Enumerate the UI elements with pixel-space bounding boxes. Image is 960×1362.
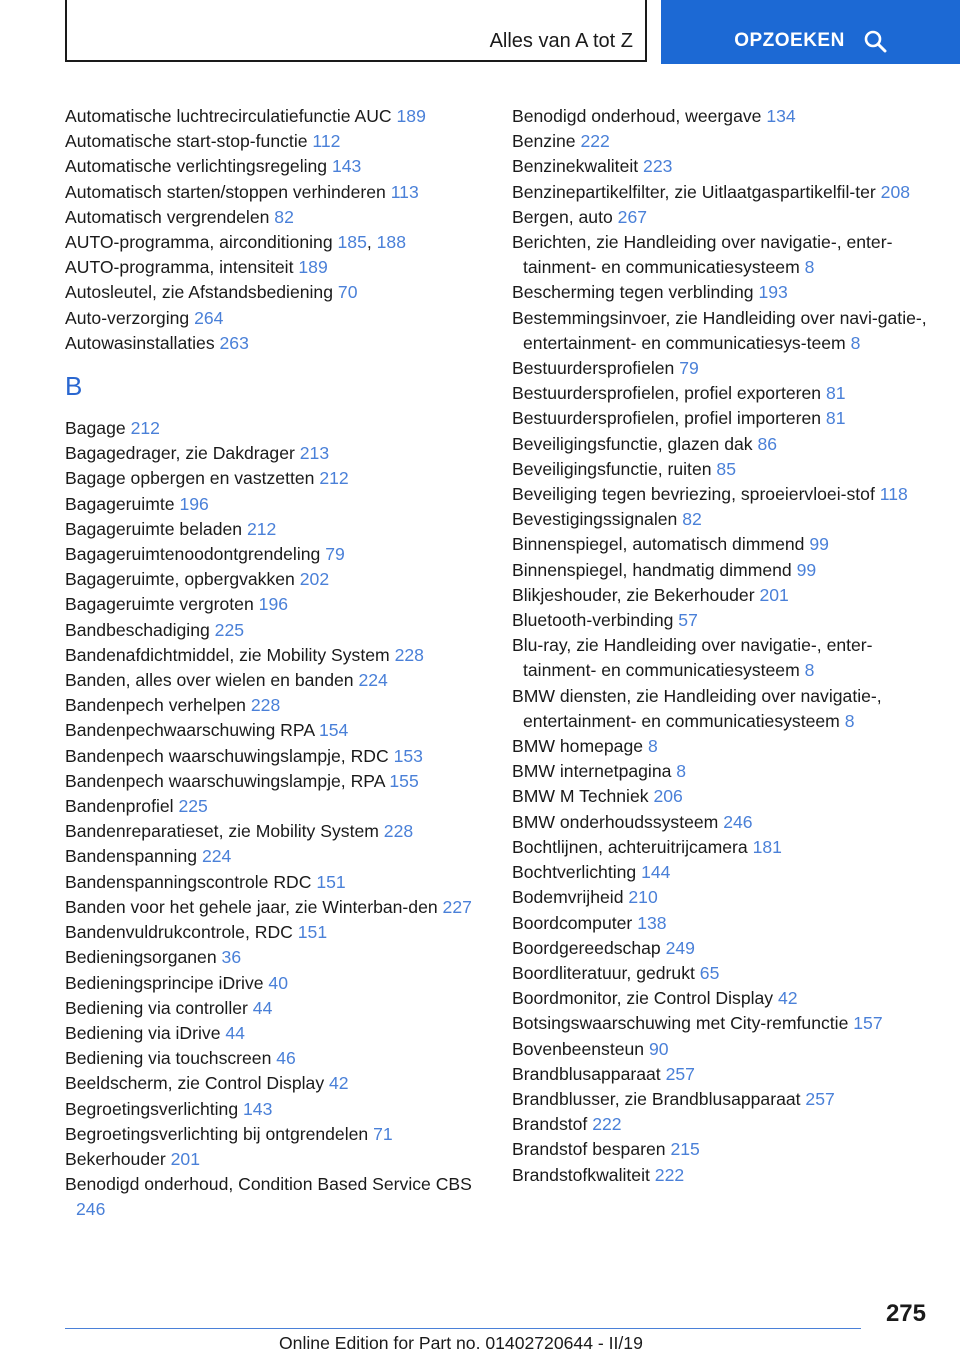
index-entry-term: Benodigd onderhoud, Condition Based Service CBS [65, 1174, 472, 1195]
index-entry [65, 205, 495, 230]
index-entry-term: Brandstof besparen [512, 1139, 666, 1160]
index-page-link[interactable]: 257 [665, 1063, 695, 1084]
index-page-link[interactable]: 201 [170, 1148, 200, 1169]
index-entry-term: Bagage opbergen en vastzetten [65, 468, 315, 489]
index-entry-term: Bagage [65, 418, 126, 439]
index-entry [65, 693, 495, 718]
index-page-link[interactable]: 143 [243, 1098, 273, 1119]
index-entry-term: Bochtverlichting [512, 862, 637, 883]
index-entry [512, 381, 942, 406]
index-page-link[interactable]: 99 [796, 559, 817, 580]
index-entry-term: Binnenspiegel, automatisch dimmend [512, 534, 805, 555]
index-page-link[interactable]: 201 [759, 584, 789, 605]
index-entry-term: Automatisch starten/stoppen verhinderen [65, 181, 386, 202]
index-entry-term: Beveiligingsfunctie, glazen dak [512, 433, 753, 454]
footer-edition-text: Online Edition for Part no. 01402720644 - II/19 [279, 1333, 643, 1353]
index-page-link[interactable]: 134 [766, 106, 796, 126]
index-entry [65, 306, 495, 331]
index-page-link[interactable]: 222 [580, 131, 610, 152]
index-entry-term: Benodigd onderhoud, weergave [512, 106, 762, 126]
index-entry-term: Bediening via touchscreen [65, 1048, 272, 1069]
index-entry [65, 844, 495, 869]
index-entry [512, 306, 942, 356]
index-entry [65, 1122, 495, 1147]
index-page-link[interactable]: 40 [268, 972, 288, 993]
index-entry-term: Bestemmingsinvoer, zie Handleiding over navi-gatie-, entertainment- en communicatiesys-teem [512, 307, 927, 353]
index-entry-term: Blu-ray, zie Handleiding over navigatie-, enter-tainment- en communicatiesysteem [512, 635, 873, 681]
index-page-link[interactable]: 155 [389, 770, 419, 791]
index-page-link[interactable]: 113 [390, 181, 419, 202]
index-entry [512, 784, 942, 809]
index-entry [512, 835, 942, 860]
index-entry-term: Boordmonitor, zie Control Display [512, 988, 774, 1009]
index-entry [65, 794, 495, 819]
index-page-link[interactable]: 85 [716, 458, 736, 479]
index-letter-heading: B [65, 371, 83, 402]
index-entry-term: Autosleutel, zie Afstandsbediening [65, 282, 334, 303]
page-number: 275 [885, 1300, 926, 1327]
index-entry [65, 280, 495, 305]
index-entry-term: Bandenafdichtmiddel, zie Mobility System [65, 644, 390, 665]
index-entry [512, 507, 942, 532]
index-page-link[interactable]: 213 [299, 443, 330, 464]
index-entry [512, 583, 942, 608]
index-entry-term: Bediening via controller [65, 997, 248, 1018]
index-entry-term: Bochtlijnen, achteruitrijcamera [512, 836, 748, 857]
index-entry [65, 744, 495, 769]
index-entry-term: BMW onderhoudssysteem [512, 811, 719, 832]
index-entry [512, 810, 942, 835]
index-entry [65, 592, 495, 617]
index-page-link[interactable]: 228 [394, 644, 424, 665]
index-entry-term: Bevestigingssignalen [512, 509, 678, 530]
section-title: Alles van A tot Z [489, 30, 633, 52]
index-entry [65, 819, 495, 844]
index-entry [512, 280, 942, 305]
index-entry-term: Boordliteratuur, gedrukt [512, 962, 695, 983]
index-entry-term: BMW homepage [512, 736, 644, 757]
index-page-link[interactable]: 81 [825, 408, 846, 429]
index-entry-term: Brandblusser, zie Brandblusapparaat [512, 1088, 801, 1109]
index-entry-term: Botsingswaarschuwing met City-remfunctie [512, 1013, 849, 1034]
index-entry: AUTO-programma, airconditioning 185, 188 [65, 232, 406, 253]
index-entry [65, 920, 495, 945]
index-entry-term: BMW internetpagina [512, 761, 672, 782]
index-entry-term: Bandenpech verhelpen [65, 695, 246, 716]
index-page-link[interactable]: 202 [299, 569, 330, 590]
index-page-link[interactable]: 224 [358, 670, 388, 691]
index-entry-term: Automatische verlichtingsregeling [65, 156, 328, 177]
index-page-link[interactable]: 71 [373, 1123, 393, 1144]
index-entry-term: Auto-verzorging [65, 307, 190, 328]
index-entry-term: Blikjeshouder, zie Bekerhouder [512, 584, 755, 605]
index-page-link[interactable]: 143 [331, 156, 362, 177]
index-page-link[interactable]: 228 [383, 821, 414, 842]
index-entry [65, 1046, 495, 1071]
index-page-link[interactable]: 44 [225, 1022, 245, 1043]
index-entry-term: Bagageruimte beladen [65, 518, 243, 539]
index-entry [65, 945, 495, 970]
index-entry-term: Beveiligingsfunctie, ruiten [512, 458, 712, 479]
index-entry-term: Bestuurdersprofielen, profiel exporteren [512, 383, 822, 404]
index-entry-term: Bluetooth-verbinding [512, 610, 674, 631]
index-entry [65, 154, 495, 179]
index-entry-term: Binnenspiegel, handmatig dimmend [512, 559, 792, 580]
index-entry-term: Boordgereedschap [512, 937, 661, 958]
index-page-link[interactable]: 249 [665, 937, 695, 958]
index-page-link[interactable]: 157 [853, 1013, 883, 1034]
index-entry-term: Brandstof [512, 1114, 588, 1135]
index-page-link[interactable]: 42 [777, 988, 798, 1009]
index-entry [512, 961, 942, 986]
index-page-link[interactable]: 196 [258, 594, 289, 615]
index-entry [512, 205, 942, 230]
index-page-link[interactable]: 8 [676, 761, 687, 782]
index-entry-term: Beveiliging tegen bevriezing, sproeiervloei-stof [512, 484, 875, 505]
index-entry-term: Bovenbeensteun [512, 1038, 645, 1059]
index-entry-term: Boordcomputer [512, 912, 633, 933]
index-page-link[interactable]: 70 [337, 282, 358, 303]
index-entry-term: Begroetingsverlichting [65, 1098, 239, 1119]
index-entry [512, 1137, 942, 1162]
index-entry [65, 567, 495, 592]
index-entry [512, 532, 942, 557]
index-entry-term: AUTO-programma, airconditioning [65, 232, 333, 253]
index-entry-term: Bagageruimtenoodontgrendeling [65, 544, 321, 565]
index-page-link[interactable]: 118 [879, 484, 908, 505]
index-entry-term: Banden voor het gehele jaar, zie Winterban-den [65, 896, 438, 917]
index-page-link[interactable]: 212 [246, 518, 277, 539]
index-entry [65, 542, 495, 567]
index-entry [65, 643, 495, 668]
index-entry-term: BMW diensten, zie Handleiding over navigatie-, entertainment- en communicatiesysteem [512, 685, 882, 731]
index-entry-term: Brandstofkwaliteit [512, 1164, 650, 1185]
index-entry-term: BMW M Techniek [512, 786, 649, 807]
index-entry-term: Benzinepartikelfilter, zie Uitlaatgaspartikelfil-ter [512, 181, 876, 202]
index-page-link[interactable]: 144 [641, 862, 671, 883]
index-entry [512, 1163, 942, 1188]
index-entry [512, 154, 942, 179]
index-entry [65, 180, 495, 205]
index-page-link[interactable]: 112 [312, 131, 341, 152]
index-page-link[interactable]: 8 [850, 332, 861, 353]
index-entry [512, 986, 942, 1011]
index-entry-term: Brandblusapparaat [512, 1063, 661, 1084]
section-header [65, 0, 647, 62]
index-entry [512, 230, 942, 280]
index-entry-term: Bestuurdersprofielen, profiel importeren [512, 408, 822, 429]
index-entry [65, 1147, 495, 1172]
index-entry [512, 684, 942, 734]
index-page-link[interactable]: 264 [194, 307, 224, 328]
index-page-link[interactable]: 222 [592, 1114, 622, 1135]
index-entry [512, 759, 942, 784]
index-page-link[interactable]: 189 [298, 257, 328, 278]
index-page-link[interactable]: 151 [316, 871, 346, 892]
index-page-link[interactable]: 42 [329, 1073, 349, 1094]
index-page-link[interactable]: 188 [376, 232, 406, 253]
index-entry-term: Bandenprofiel [65, 796, 174, 817]
index-entry [512, 911, 942, 936]
index-page-link[interactable]: 86 [757, 433, 778, 454]
index-entry-term: Bandenreparatieset, zie Mobility System [65, 821, 379, 842]
index-entry [65, 1021, 495, 1046]
index-page-link[interactable]: 227 [442, 896, 472, 917]
index-entry [512, 558, 942, 583]
index-entry [512, 406, 942, 431]
index-entry [512, 936, 942, 961]
index-entry [65, 971, 495, 996]
index-entry-term: Bekerhouder [65, 1148, 166, 1169]
index-page-link[interactable]: 212 [130, 418, 160, 439]
index-entry-term: AUTO-programma, intensiteit [65, 257, 294, 278]
index-entry [65, 769, 495, 794]
index-page-link[interactable]: 154 [318, 720, 349, 741]
index-page-link[interactable]: 8 [804, 257, 815, 278]
index-page-link[interactable]: 257 [805, 1088, 835, 1109]
index-entry [512, 432, 942, 457]
index-entry-term: Banden, alles over wielen en banden [65, 670, 354, 691]
search-icon [863, 29, 887, 53]
index-column-left [65, 104, 495, 1223]
index-entry [65, 1097, 495, 1122]
index-entry [65, 668, 495, 693]
index-page-link[interactable]: 153 [393, 745, 423, 766]
index-entry [512, 1087, 942, 1112]
index-column-right [512, 104, 942, 1188]
search-button[interactable] [661, 0, 960, 64]
index-entry-term: Bandenvuldrukcontrole, RDC [65, 922, 293, 943]
index-page-link[interactable]: 36 [221, 947, 242, 968]
index-page-link[interactable]: 138 [637, 912, 667, 933]
index-page-link[interactable]: 151 [297, 922, 328, 943]
index-entry-term: Bandenspanning [65, 846, 198, 867]
index-page-link[interactable]: 224 [201, 846, 232, 867]
index-entry-term: Beeldscherm, zie Control Display [65, 1073, 325, 1094]
index-entry [512, 180, 942, 205]
index-entry [512, 860, 942, 885]
index-entry-term: Bandenpechwaarschuwing RPA [65, 720, 315, 741]
index-page-link[interactable]: 225 [178, 796, 208, 817]
index-page-link[interactable]: 8 [647, 736, 658, 757]
index-entry [512, 1037, 942, 1062]
index-page-link[interactable]: 223 [643, 156, 673, 177]
index-page-link[interactable]: 65 [699, 962, 720, 983]
index-entry-term: Benzinekwaliteit [512, 156, 639, 177]
index-page-link[interactable]: 212 [319, 468, 349, 489]
index-entry-term: Bedieningsorganen [65, 947, 217, 968]
index-page-link[interactable]: 208 [880, 181, 911, 202]
index-entry [512, 1062, 942, 1087]
index-entry [65, 870, 495, 895]
index-entry-term: Bergen, auto [512, 206, 613, 227]
index-entry-term: Bandbeschadiging [65, 619, 210, 640]
index-page-link[interactable]: 263 [219, 332, 249, 353]
index-entry [512, 482, 942, 507]
index-entry [65, 255, 495, 280]
index-entry [65, 618, 495, 643]
index-page-link[interactable]: 82 [682, 509, 702, 530]
index-entry [65, 718, 495, 743]
index-entry [65, 466, 495, 491]
index-entry-term: Benzine [512, 131, 576, 152]
search-button-label: OPZOEKEN [734, 30, 845, 51]
index-entry [512, 633, 942, 683]
index-entry-term: Bagagedrager, zie Dakdrager [65, 443, 295, 464]
index-entry-term: Bagageruimte, opbergvakken [65, 569, 295, 590]
index-page-link[interactable]: 46 [276, 1048, 296, 1069]
index-entry-term: Bedieningsprincipe iDrive [65, 972, 264, 993]
index-entry [512, 1112, 942, 1137]
index-entry-term: Bediening via iDrive [65, 1022, 221, 1043]
index-page-link[interactable]: 8 [844, 710, 855, 731]
index-page-link[interactable]: 82 [274, 206, 294, 227]
index-entry [65, 129, 495, 154]
index-entry [512, 734, 942, 759]
index-entry [512, 104, 942, 129]
index-page-link[interactable]: 57 [678, 610, 698, 631]
index-page-link[interactable]: 246 [723, 811, 753, 832]
index-page-link[interactable]: 90 [648, 1038, 669, 1059]
index-page-link[interactable]: 222 [654, 1164, 685, 1185]
index-page-link[interactable]: 215 [670, 1139, 700, 1160]
index-entry [65, 492, 495, 517]
index-entry [65, 416, 495, 441]
index-page-link[interactable]: 44 [252, 997, 273, 1018]
index-page-link[interactable]: 196 [179, 493, 209, 514]
index-entry-term: Automatische luchtrecirculatiefunctie AUC [65, 106, 392, 126]
index-entry-term: Bodemvrijheid [512, 887, 624, 908]
index-entry-term: Begroetingsverlichting bij ontgrendelen [65, 1123, 369, 1144]
index-entry-term: Bandenspanningscontrole RDC [65, 871, 312, 892]
index-page-link[interactable]: 81 [825, 383, 846, 404]
index-entry-term: Bescherming tegen verblinding [512, 282, 754, 303]
index-entry-term: Automatisch vergrendelen [65, 206, 270, 227]
footer-divider [65, 1328, 861, 1329]
index-entry [65, 517, 495, 542]
index-page-link[interactable]: 185 [337, 232, 367, 253]
index-entry [65, 441, 495, 466]
index-page-link[interactable]: 210 [628, 887, 658, 908]
index-page-link[interactable]: 79 [325, 544, 345, 565]
index-entry-term: Bagageruimte vergroten [65, 594, 254, 615]
index-page-link[interactable]: 228 [250, 695, 281, 716]
index-entry [512, 608, 942, 633]
index-entry [65, 996, 495, 1021]
index-entry [65, 1071, 495, 1096]
index-page-link[interactable]: 225 [214, 619, 245, 640]
index-entry-term: Bandenpech waarschuwingslampje, RPA [65, 770, 385, 791]
index-entry [65, 331, 495, 356]
index-page-link[interactable]: 181 [752, 836, 782, 857]
index-entry [512, 129, 942, 154]
index-entry [65, 895, 495, 920]
index-page-link[interactable]: 99 [809, 534, 829, 555]
index-page-link[interactable]: 206 [653, 786, 683, 807]
index-entry [512, 885, 942, 910]
index-entry [65, 104, 495, 129]
index-page-link[interactable]: 79 [679, 358, 699, 379]
index-entry-term: Autowasinstallaties [65, 332, 215, 353]
index-page-link[interactable]: 189 [396, 106, 426, 126]
index-page-link[interactable]: 267 [617, 206, 648, 227]
index-entry [512, 356, 942, 381]
index-entry-term: Bestuurdersprofielen [512, 358, 675, 379]
index-entry [512, 457, 942, 482]
index-entry [65, 1172, 495, 1222]
index-page-link[interactable]: 246 [76, 1199, 106, 1220]
index-entry-term: Bandenpech waarschuwingslampje, RDC [65, 745, 389, 766]
index-page-link[interactable]: 8 [804, 660, 815, 681]
index-entry-term: Bagageruimte [65, 493, 175, 514]
index-page-link[interactable]: 193 [758, 282, 788, 303]
index-entry-term: Automatische start-stop-functie [65, 131, 308, 152]
index-entry-term: Berichten, zie Handleiding over navigatie-, enter-tainment- en communicatiesysteem [512, 232, 893, 278]
index-entry [512, 1011, 942, 1036]
